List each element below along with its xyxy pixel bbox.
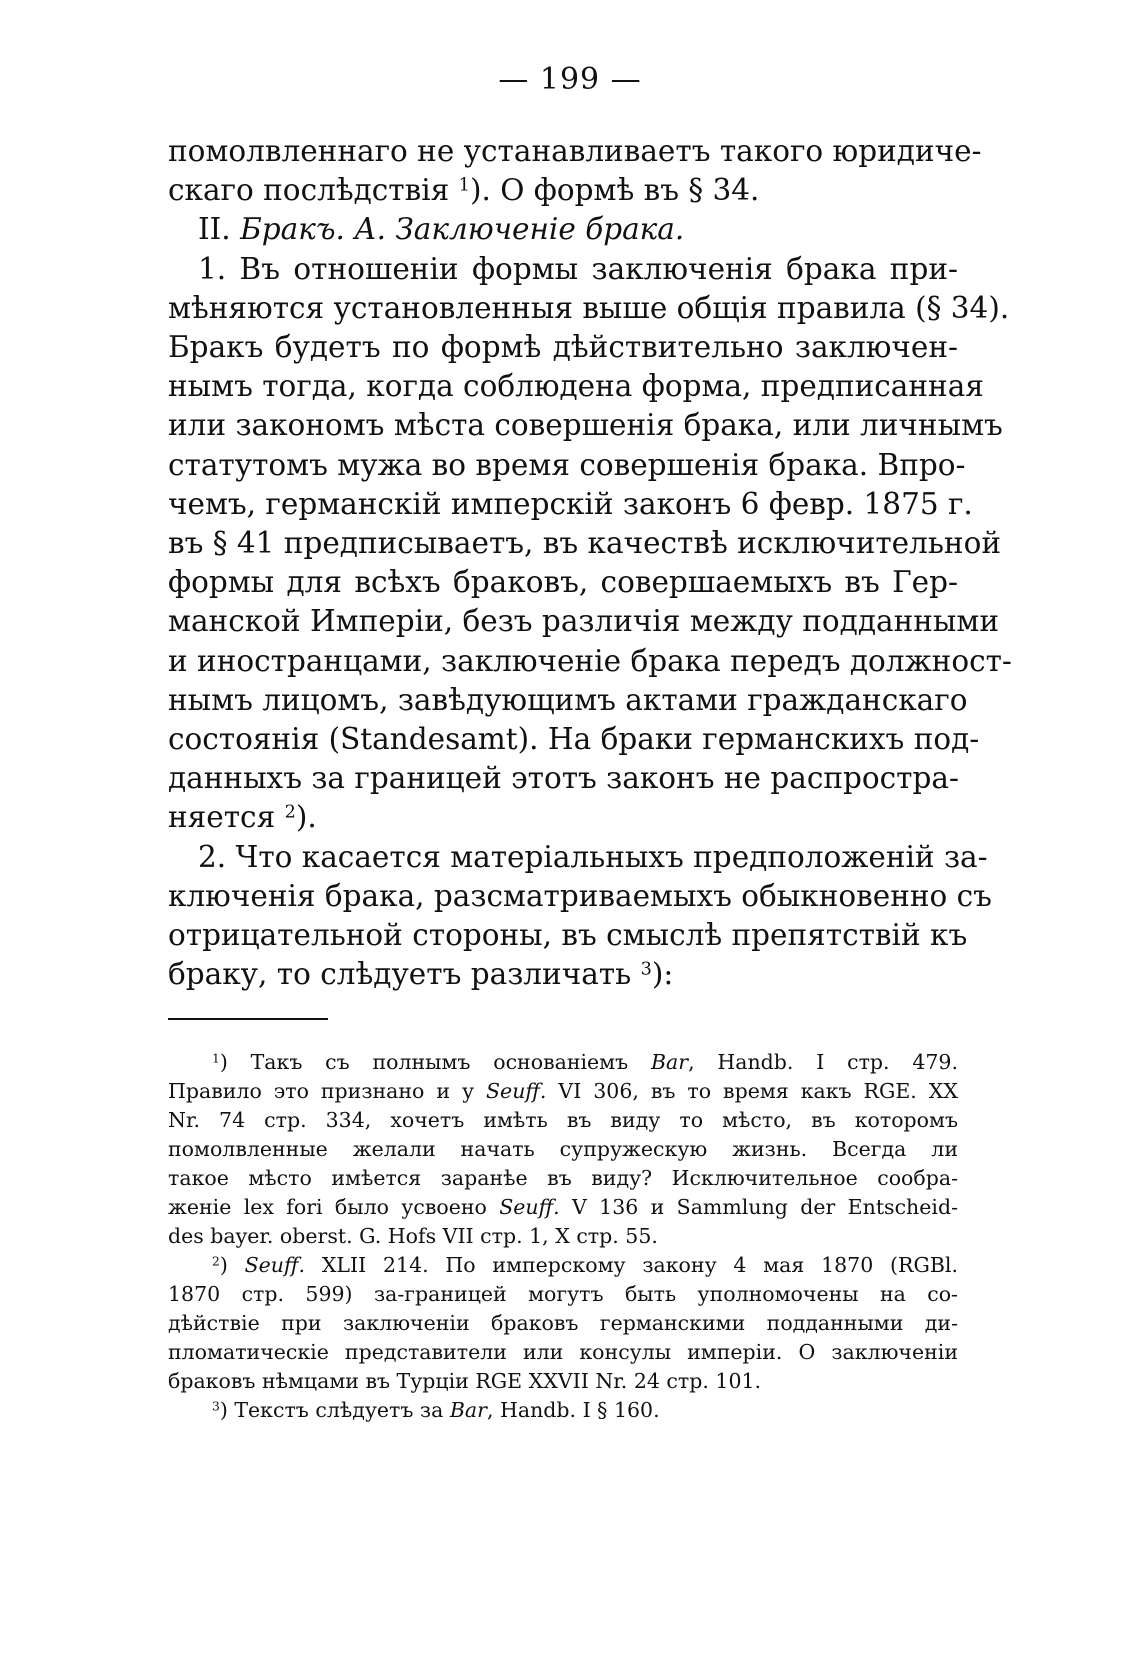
text-line: Бракъ будетъ по формѣ дѣйствительно заключен-	[168, 330, 958, 365]
footnote-line: 1870 стр. 599) за-границей могутъ быть уполномочены на со-	[168, 1282, 958, 1306]
text-line: въ § 41 предписываетъ, въ качествѣ исключительной	[168, 526, 1002, 561]
text-line: скаго послѣдствія $^1$). О формѣ въ § 34.	[168, 173, 760, 208]
text-line: браку, то слѣдуетъ различать $^3$):	[168, 957, 674, 992]
footnote-line: помолвленные желали начать супружескую жизнь. Всегда ли	[168, 1137, 958, 1161]
footnote-line: пломатическіе представители или консулы имперіи. О заключеніи	[168, 1340, 958, 1364]
text-line: отрицательной стороны, въ смыслѣ препятствій къ	[168, 918, 968, 953]
footnote-1	[168, 1048, 958, 1251]
text-line: и иностранцами, заключеніе брака передъ должност-	[168, 643, 1012, 678]
footnote-2	[168, 1251, 958, 1396]
footnote-ref-1: 1	[458, 175, 470, 196]
text-line: помолвленнаго не устанавливаетъ такого юридиче-	[168, 134, 982, 168]
footnotes	[168, 1048, 958, 1425]
text-line: 1. Въ отношеніи формы заключенія брака при-	[198, 251, 958, 286]
text-line: формы для всѣхъ браковъ, совершаемыхъ въ Гер-	[168, 565, 958, 600]
footnote-line: des bayer. oberst. G. Hofs VII стр. 1, X стр. 55.	[168, 1224, 658, 1248]
text-line: чемъ, германскій имперскій законъ 6 февр. 1875 г.	[168, 486, 973, 521]
text-line: статутомъ мужа во время совершенія брака. Впро-	[168, 447, 966, 482]
text-line: 2. Что касается матеріальныхъ предположеній за-	[198, 839, 988, 874]
text-line: или закономъ мѣста совершенія брака, или личнымъ	[168, 408, 1003, 443]
footnote-ref-3: 3	[640, 959, 652, 980]
text-line: мѣняются установленныя выше общія правила (§ 34).	[168, 290, 1010, 325]
footnote-3	[168, 1396, 958, 1425]
footnote-line: $^2$) Seuff. XLII 214. По имперскому закону 4 мая 1870 (RGBl.	[212, 1253, 958, 1277]
text-line: манской Имперіи, безъ различія между подданными	[168, 604, 1000, 639]
footnote-line: браковъ нѣмцами въ Турціи RGE XXVII Nr. 24 стр. 101.	[168, 1369, 762, 1393]
footnote-line: $^1$) Такъ съ полнымъ основаніемъ Bar, Handb. I стр. 479.	[212, 1050, 958, 1074]
text-line: няется $^2$).	[168, 800, 317, 835]
section-heading: II. Бракъ. А. Заключенiе брака.	[198, 212, 685, 247]
paragraph-1	[168, 250, 1012, 838]
page-number: — 199 —	[498, 62, 642, 97]
footnote-line: Nr. 74 стр. 334, хочетъ имѣть въ виду то мѣсто, въ которомъ	[168, 1108, 958, 1132]
footnote-line: $^3$) Текстъ слѣдуетъ за Bar, Handb. I § 160.	[212, 1398, 660, 1422]
continuation-paragraph	[168, 132, 982, 210]
footnote-divider	[168, 1018, 328, 1020]
footnote-line: такое мѣсто имѣется заранѣе въ виду? Исключительное сообра-	[168, 1166, 958, 1190]
text-line: данныхъ за границей этотъ законъ не распростра-	[168, 761, 959, 796]
text-line: нымъ лицомъ, завѣдующимъ актами гражданскаго	[168, 682, 968, 717]
main-text	[168, 132, 1012, 994]
paragraph-2	[168, 838, 992, 995]
text-line: состоянія (Standesamt). На браки германскихъ под-	[168, 722, 980, 757]
footnote-line: дѣйствіе при заключеніи браковъ германскими подданными ди-	[168, 1311, 958, 1335]
text-line: нымъ тогда, когда соблюдена форма, предписанная	[168, 369, 984, 404]
text-line: ключенія брака, разсматриваемыхъ обыкновенно съ	[168, 878, 992, 913]
footnote-line: женіе lex fori было усвоено Seuff. V 136 и Sammlung der Entscheid-	[168, 1195, 958, 1219]
footnote-line: Правило это признано и у Seuff. VI 306, въ то время какъ RGE. XX	[168, 1079, 958, 1103]
footnote-ref-2: 2	[284, 802, 296, 823]
